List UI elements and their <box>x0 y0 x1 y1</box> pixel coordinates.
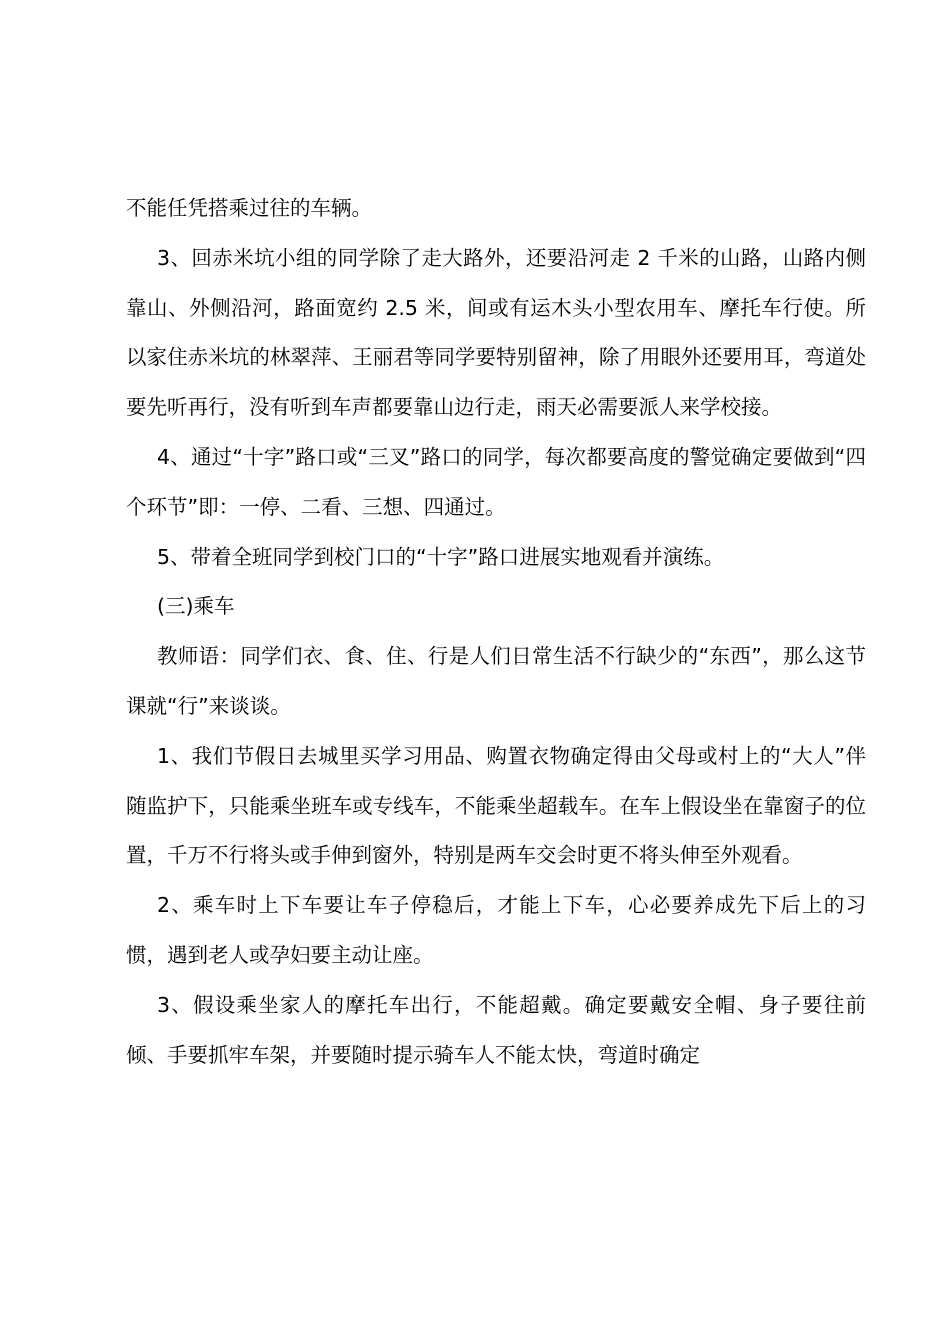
paragraph-riding-item-2: 2、乘车时上下车要让车子停稳后，才能上下车，心必要养成先下后上的习惯，遇到老人或孕妇要主动让座。 <box>126 893 866 967</box>
section-heading-riding: (三)乘车 <box>157 594 235 619</box>
paragraph-riding-item-3: 3、假设乘坐家人的摩托车出行，不能超戴。确定要戴安全帽、身子要往前倾、手要抓牢车架，并要随时提示骑车人不能太快，弯道时确定 <box>126 992 866 1067</box>
paragraph-teacher-remarks: 教师语：同学们衣、食、住、行是人们日常生活不行缺少的“东西”，那么这节课就“行”来谈谈。 <box>126 644 866 718</box>
paragraph-riding-item-1: 1、我们节假日去城里买学习用品、购置衣物确定得由父母或村上的“大人”伴随监护下，只能乘坐班车或专线车，不能乘坐超载车。在车上假设坐在靠窗子的位置，千万不行将头或手伸到窗外，特别是两车交会时更不将头伸至外观看。 <box>126 743 866 868</box>
paragraph-item-5-drill: 5、带着全班同学到校门口的“十字”路口进展实地观看并演练。 <box>157 544 725 569</box>
paragraph-continuation: 不能任凭搭乘过往的车辆。 <box>126 196 372 220</box>
paragraph-item-3-mountain-road: 3、回赤米坑小组的同学除了走大路外，还要沿河走 2 千米的山路，山路内侧靠山、外侧沿河，路面宽约 2.5 米，间或有运木头小型农用车、摩托车行使。所以家住赤米坑的林翠萍、王丽君等同学要特别留神，除了用眼外还要用耳，弯道处要先听再行，没有听到车声都要靠山边行走，雨天必需要派人来学校接。 <box>126 245 866 420</box>
paragraph-item-4-crossroads: 4、通过“十字”路口或“三叉”路口的同学，每次都要高度的警觉确定要做到“四个环节”即：一停、二看、三想、四通过。 <box>126 444 866 519</box>
document-body <box>126 184 866 1080</box>
